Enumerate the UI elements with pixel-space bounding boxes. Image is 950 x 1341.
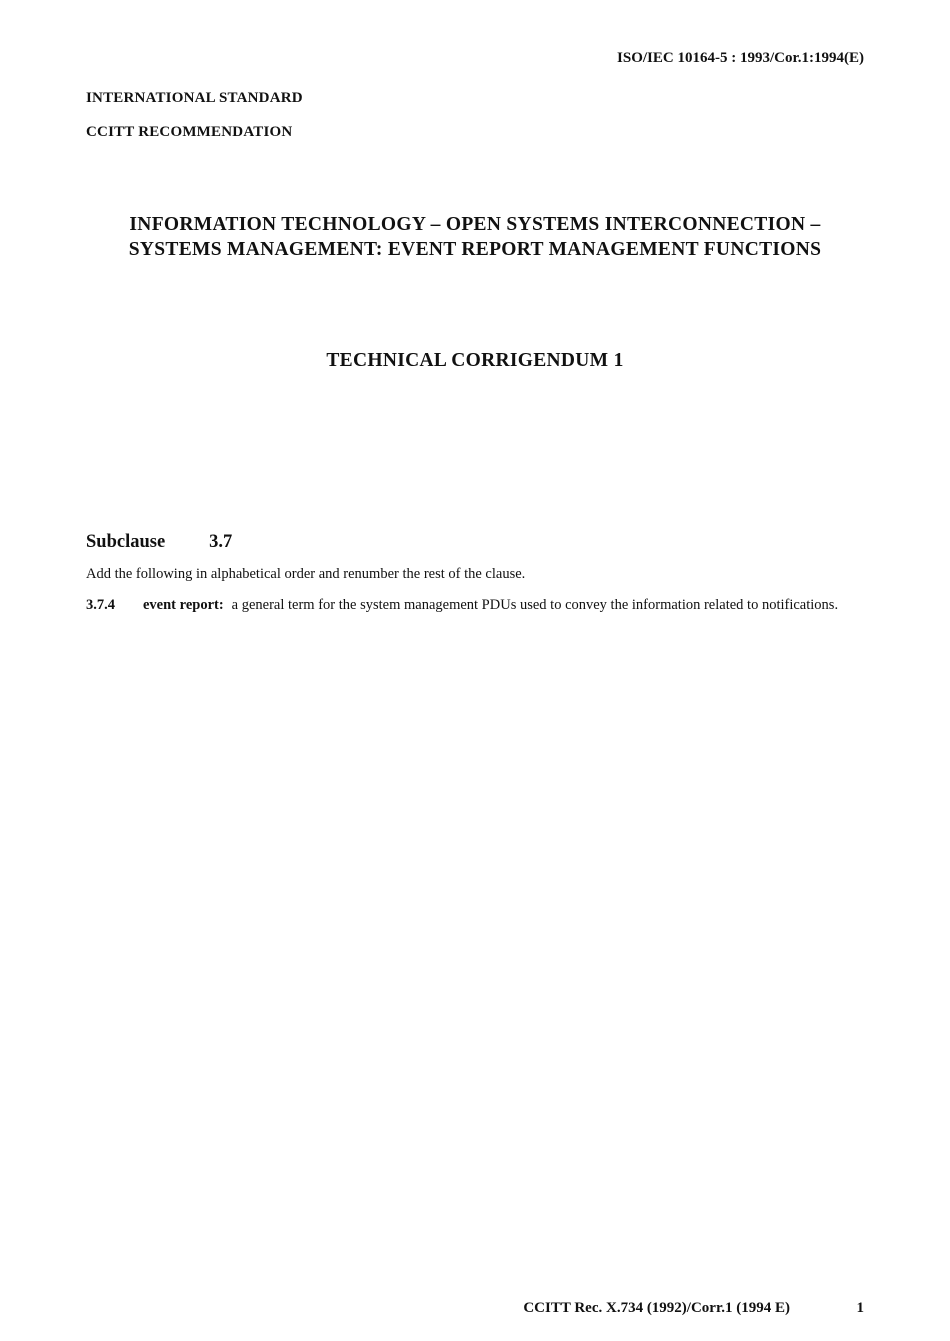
document-reference: ISO/IEC 10164-5 : 1993/Cor.1:1994(E) bbox=[617, 50, 864, 66]
recommendation-type-label: CCITT RECOMMENDATION bbox=[86, 124, 293, 140]
standard-type-label: INTERNATIONAL STANDARD bbox=[86, 90, 303, 106]
subclause-label: Subclause bbox=[86, 532, 166, 552]
definition-number: 3.7.4 bbox=[86, 597, 115, 613]
subclause-heading bbox=[86, 532, 232, 553]
definition-text: a general term for the system management PDUs used to convey the information related to notifications. bbox=[231, 597, 839, 613]
document-title bbox=[0, 212, 950, 262]
page-number: 1 bbox=[856, 1300, 864, 1316]
corrigendum-heading: TECHNICAL CORRIGENDUM 1 bbox=[326, 350, 624, 371]
title-line-1: INFORMATION TECHNOLOGY – OPEN SYSTEMS INTERCONNECTION – bbox=[129, 214, 821, 235]
title-line-2: SYSTEMS MANAGEMENT: EVENT REPORT MANAGEMENT FUNCTIONS bbox=[128, 239, 822, 260]
instruction-text: Add the following in alphabetical order and renumber the rest of the clause. bbox=[86, 566, 526, 582]
definition-paragraph bbox=[86, 596, 864, 615]
footer-citation: CCITT Rec. X.734 (1992)/Corr.1 (1994 E) bbox=[523, 1300, 790, 1316]
subclause-number: 3.7 bbox=[209, 532, 233, 552]
definition-term: event report: bbox=[143, 597, 224, 613]
